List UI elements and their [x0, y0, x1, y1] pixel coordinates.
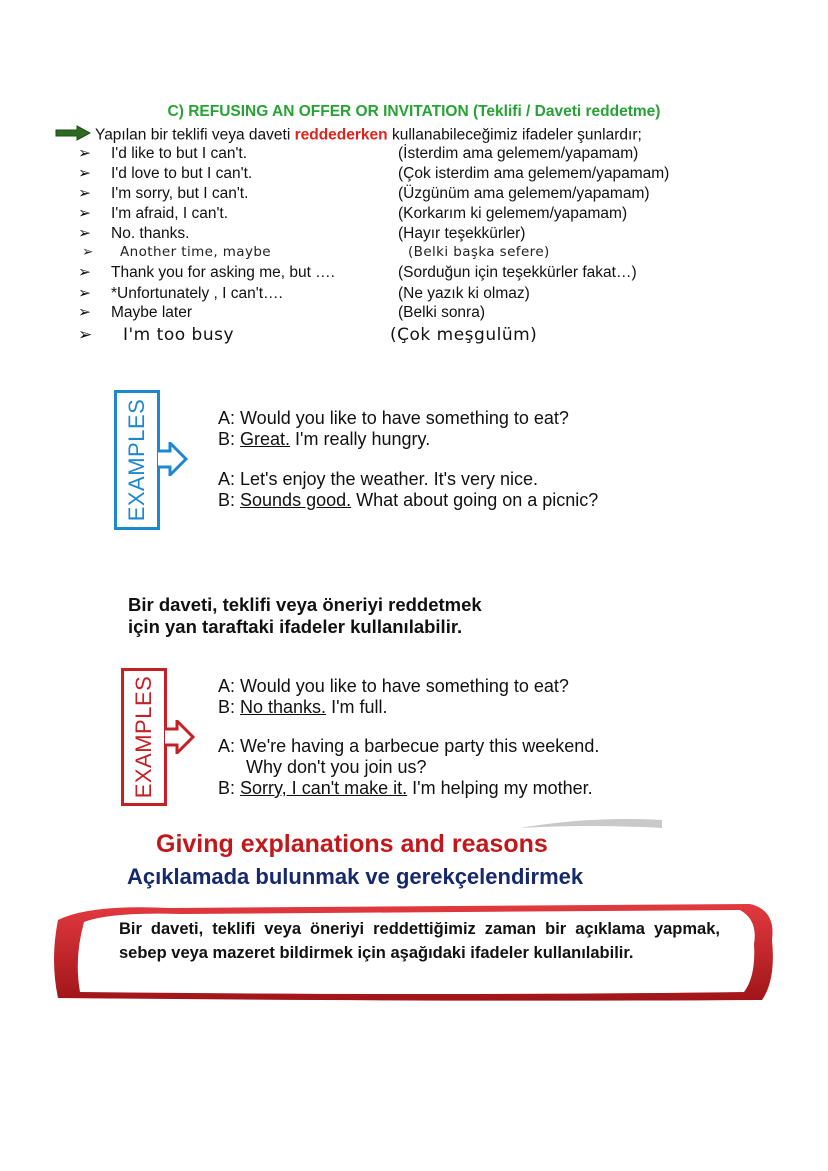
bullet-arrowhead-icon: ➢: [78, 304, 91, 321]
intro-after: kullanabileceğimiz ifadeler şunlardır;: [387, 126, 642, 144]
note-line: Bir daveti, teklifi veya öneriyi reddetmek: [128, 594, 482, 615]
underlined-expression: Sorry, I can't make it.: [240, 778, 408, 798]
dialog-line: [218, 676, 599, 697]
dialog-line: [218, 778, 599, 799]
bullet-arrowhead-icon: ➢: [78, 325, 93, 345]
phrase-en: Thank you for asking me, but ….: [111, 264, 335, 281]
speaker: B:: [218, 490, 241, 510]
phrase-tr: (Belki başka sefere): [408, 244, 550, 260]
phrase-en: I'm too busy: [123, 325, 235, 345]
dialog-text: I'm helping my mother.: [407, 778, 593, 798]
phrase-tr: (İsterdim ama gelemem/yapamam): [398, 145, 639, 162]
bullet-arrowhead-icon: ➢: [78, 145, 91, 162]
pointer-arrow-icon: [158, 442, 188, 476]
speaker: A:: [218, 736, 241, 756]
examples-tag-blue: [114, 390, 194, 530]
bullet-arrowhead-icon: ➢: [78, 165, 91, 182]
note-line: için yan taraftaki ifadeler kullanılabilir.: [128, 616, 463, 637]
speaker: A:: [218, 408, 241, 428]
examples-box: [114, 390, 160, 530]
examples-dialog-1: [218, 408, 598, 511]
section-heading: C) REFUSING AN OFFER OR INVITATION (Teklifi / Daveti reddetme): [167, 103, 661, 120]
bullet-arrowhead-icon: ➢: [78, 285, 91, 302]
bullet-arrowhead-icon: ➢: [78, 185, 91, 202]
dialog-text: Why don't you join us?: [246, 757, 427, 777]
dialog-text: I'm really hungry.: [290, 429, 431, 449]
speaker: B:: [218, 429, 241, 449]
dialog-line: [218, 408, 598, 429]
bullet-arrowhead-icon: ➢: [82, 244, 94, 260]
phrase-tr: (Sorduğun için teşekkürler fakat…): [398, 264, 637, 281]
underlined-expression: Sounds good.: [240, 490, 352, 510]
phrase-tr: (Hayır teşekkürler): [398, 225, 526, 242]
phrase-tr: (Korkarım ki gelemem/yapamam): [398, 205, 628, 222]
phrase-en: No. thanks.: [111, 225, 190, 242]
phrase-tr: (Çok meşgulüm): [390, 325, 538, 345]
section-subtitle: Açıklamada bulunmak ve gerekçelendirmek: [127, 864, 584, 889]
phrase-en: *Unfortunately , I can't….: [111, 285, 283, 302]
dialog-line: [218, 757, 599, 778]
examples-label: EXAMPLES: [131, 675, 156, 799]
phrase-en: I'm afraid, I can't.: [111, 205, 229, 222]
underlined-expression: Great.: [240, 429, 291, 449]
underlined-expression: No thanks.: [240, 697, 327, 717]
bullet-arrowhead-icon: ➢: [78, 205, 91, 222]
dialog-text: What about going on a picnic?: [351, 490, 599, 510]
intro-before: Yapılan bir teklifi veya daveti: [95, 126, 295, 144]
dialog-line: [218, 697, 599, 718]
speaker: B:: [218, 697, 241, 717]
dialog-line: [218, 429, 598, 450]
phrase-tr: (Ne yazık ki olmaz): [398, 285, 530, 302]
bullet-arrowhead-icon: ➢: [78, 264, 91, 281]
dialog-text: Would you like to have something to eat?: [240, 676, 569, 696]
speaker: B:: [218, 778, 241, 798]
phrase-en: Maybe later: [111, 304, 192, 321]
dialog-text: Let's enjoy the weather. It's very nice.: [240, 469, 539, 489]
refusal-note: [128, 594, 482, 638]
right-arrow-icon: [55, 125, 91, 146]
pointer-arrow-icon: [165, 720, 195, 754]
dialog-line: [218, 469, 598, 490]
intro-highlight: reddederken: [294, 126, 388, 144]
banner-note: Bir daveti, teklifi veya öneriyi reddettiğimiz zaman bir açıklama yapmak, sebep veya mazeret bildirmek için aşağıdaki ifadeler kullanılabilir.: [119, 920, 720, 962]
examples-box: [121, 668, 167, 806]
dialog-line: [218, 736, 599, 757]
section-title: Giving explanations and reasons: [156, 830, 548, 858]
phrase-tr: (Üzgünüm ama gelemem/yapamam): [398, 185, 650, 202]
phrase-tr: (Belki sonra): [398, 304, 485, 321]
phrase-en: I'd love to but I can't.: [111, 165, 253, 182]
speaker: A:: [218, 676, 241, 696]
intro-line: [55, 125, 642, 146]
phrase-en: Another time, maybe: [120, 244, 272, 260]
phrase-en: I'm sorry, but I can't.: [111, 185, 249, 202]
examples-dialog-2: [218, 676, 599, 799]
phrase-en: I'd like to but I can't.: [111, 145, 248, 162]
dialog-text: We're having a barbecue party this weekend.: [240, 736, 600, 756]
dialog-line: [218, 490, 598, 511]
bullet-arrowhead-icon: ➢: [78, 225, 91, 242]
dialog-text: I'm full.: [326, 697, 388, 717]
examples-label: EXAMPLES: [124, 398, 149, 522]
examples-tag-red: [121, 668, 201, 808]
dialog-text: Would you like to have something to eat?: [240, 408, 569, 428]
phrase-tr: (Çok isterdim ama gelemem/yapamam): [398, 165, 670, 182]
speaker: A:: [218, 469, 241, 489]
